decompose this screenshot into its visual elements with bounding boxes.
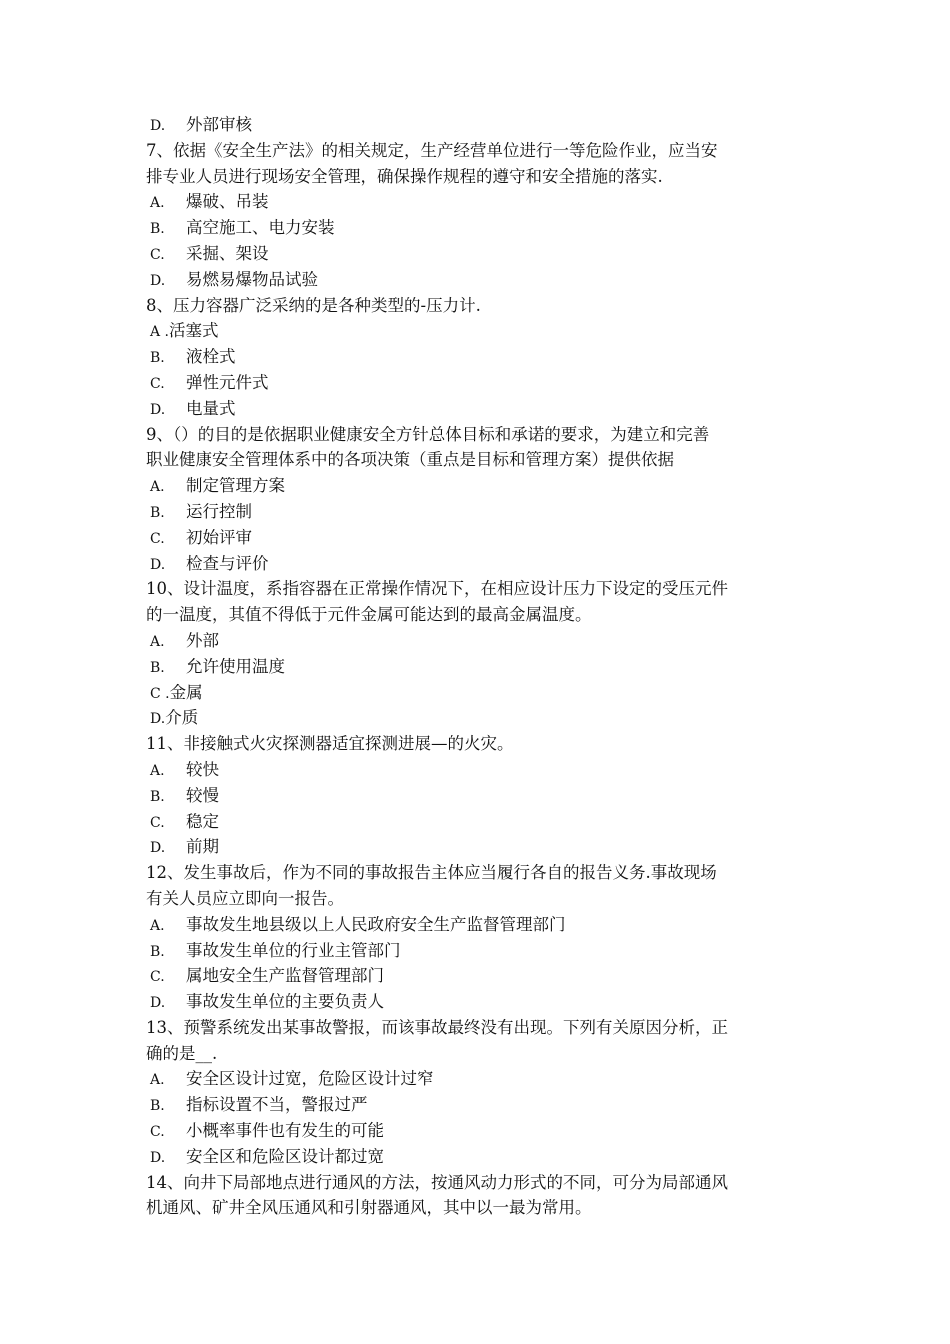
answer-option [146,344,826,370]
question-stem-line: 7、依据《安全生产法》的相关规定，生产经营单位进行一等危险作业，应当安 [146,140,718,160]
answer-option [146,783,826,809]
option-text: 安全区设计过宽，危险区设计过窄 [186,1069,434,1089]
answer-option [146,112,826,138]
question-block [146,860,826,1015]
answer-option [146,628,826,654]
option-letter: B. [150,1098,165,1115]
option-letter: D. [150,556,166,573]
answer-option [146,525,826,551]
question-stem-line: 13、预警系统发出某事故警报，而该事故最终没有出现。下列有关原因分析，正 [146,1017,728,1037]
question-block [146,731,826,860]
answer-option [146,809,826,835]
answer-option [146,1092,826,1118]
answer-option [146,705,826,731]
question-stem-line: 的一温度，其值不得低于元件金属可能达到的最高金属温度。 [146,605,592,625]
answer-option [146,1118,826,1144]
answer-option [146,834,826,860]
answer-option [146,551,826,577]
option-letter: B. [150,788,165,805]
question-stem-line: 有关人员应立即向一报告。 [146,888,344,908]
option-letter: C. [150,1124,165,1141]
question-stem-line: 排专业人员进行现场安全管理，确保操作规程的遵守和安全措施的落实. [146,166,663,186]
answer-option [146,989,826,1015]
answer-option [146,499,826,525]
option-letter: C. [150,246,165,263]
answer-option [146,963,826,989]
option-letter: D. [150,1149,166,1166]
question-stem-line: 8、压力容器广泛采纳的是各种类型的-压力计. [146,295,481,315]
option-text: 事故发生单位的主要负责人 [186,992,384,1012]
option-letter: A. [150,633,165,650]
answer-option [146,1066,826,1092]
question-stem-line: 12、发生事故后，作为不同的事故报告主体应当履行各自的报告义务.事故现场 [146,863,717,883]
option-text: 运行控制 [186,501,252,521]
question-block [146,293,826,422]
option-text: 金属 [169,682,203,702]
question-stem-line: 11、非接触式火灾探测器适宜探测进展—的火灾。 [146,734,514,754]
option-text: 制定管理方案 [186,476,285,496]
option-letter: C . [150,685,170,702]
question-stem-line: 10、设计温度，系指容器在正常操作情况下，在相应设计压力下设定的受压元件 [146,579,728,599]
question-block [146,422,826,577]
answer-option [146,938,826,964]
option-text: 外部 [186,630,219,650]
answer-option [146,370,826,396]
option-letter: D. [150,711,166,728]
option-text: 活塞式 [169,321,219,341]
answer-option [146,215,826,241]
answer-option [146,654,826,680]
option-letter: B. [150,350,165,367]
option-text: 外部审核 [186,115,252,134]
option-letter: C. [150,375,165,392]
option-letter: A. [150,1072,165,1089]
option-text: 采掘、架设 [186,243,269,263]
option-text: 稳定 [186,811,219,831]
option-text: 较慢 [186,785,219,805]
question-block [146,1170,826,1222]
option-letter: A. [150,195,165,212]
option-text: 爆破、吊装 [186,192,269,212]
option-text: 事故发生地县级以上人民政府安全生产监督管理部门 [186,914,566,934]
answer-option [146,680,826,706]
question-block [146,112,826,138]
question-block [146,1015,826,1170]
option-letter: B. [150,504,165,521]
question-block [146,138,826,293]
option-letter: D. [150,995,166,1012]
option-text: 高空施工、电力安装 [186,218,335,238]
option-letter: D. [150,118,166,134]
option-text: 小概率事件也有发生的可能 [186,1121,384,1141]
option-letter: B. [150,221,165,238]
question-stem-line: 机通风、矿井全风压通风和引射器通风，其中以一最为常用。 [146,1198,592,1218]
option-letter: B. [150,943,165,960]
question-stem-line: 职业健康安全管理体系中的各项决策（重点是目标和管理方案）提供依据 [146,450,674,470]
answer-option [146,267,826,293]
answer-option [146,241,826,267]
option-letter: C. [150,814,165,831]
option-letter: D. [150,272,166,289]
option-text: 初始评审 [186,527,252,547]
answer-option [146,1144,826,1170]
option-text: 电量式 [186,398,236,418]
option-text: 弹性元件式 [186,372,269,392]
question-stem-line: 14、向井下局部地点进行通风的方法，按通风动力形式的不同，可分为局部通风 [146,1172,728,1192]
answer-option [146,912,826,938]
answer-option [146,757,826,783]
option-letter: D. [150,401,166,418]
answer-option [146,318,826,344]
option-text: 允许使用温度 [186,656,285,676]
question-stem-line: 9、（）的目的是依据职业健康安全方针总体目标和承诺的要求，为建立和完善 [146,424,710,444]
option-text: 检查与评价 [186,553,269,573]
option-text: 液栓式 [186,347,236,367]
question-block [146,576,826,731]
option-letter: B. [150,659,165,676]
option-text: 较快 [186,759,219,779]
answer-option [146,189,826,215]
option-letter: A. [150,479,165,496]
option-text: 易燃易爆物品试验 [186,269,318,289]
option-text: 属地安全生产监督管理部门 [186,966,384,986]
option-text: 指标设置不当，警报过严 [186,1095,368,1115]
option-text: 前期 [186,837,219,857]
option-letter: A. [150,917,165,934]
option-text: 安全区和危险区设计都过宽 [186,1146,384,1166]
answer-option [146,473,826,499]
document-page [146,112,826,1221]
answer-option [146,396,826,422]
option-letter: C. [150,969,165,986]
question-stem-line: 确的是__. [146,1043,218,1063]
option-text: 事故发生单位的行业主管部门 [186,940,401,960]
option-text: 介质 [165,708,199,728]
option-letter: A . [150,324,170,341]
option-letter: A. [150,762,165,779]
option-letter: C. [150,530,165,547]
option-letter: D. [150,840,166,857]
